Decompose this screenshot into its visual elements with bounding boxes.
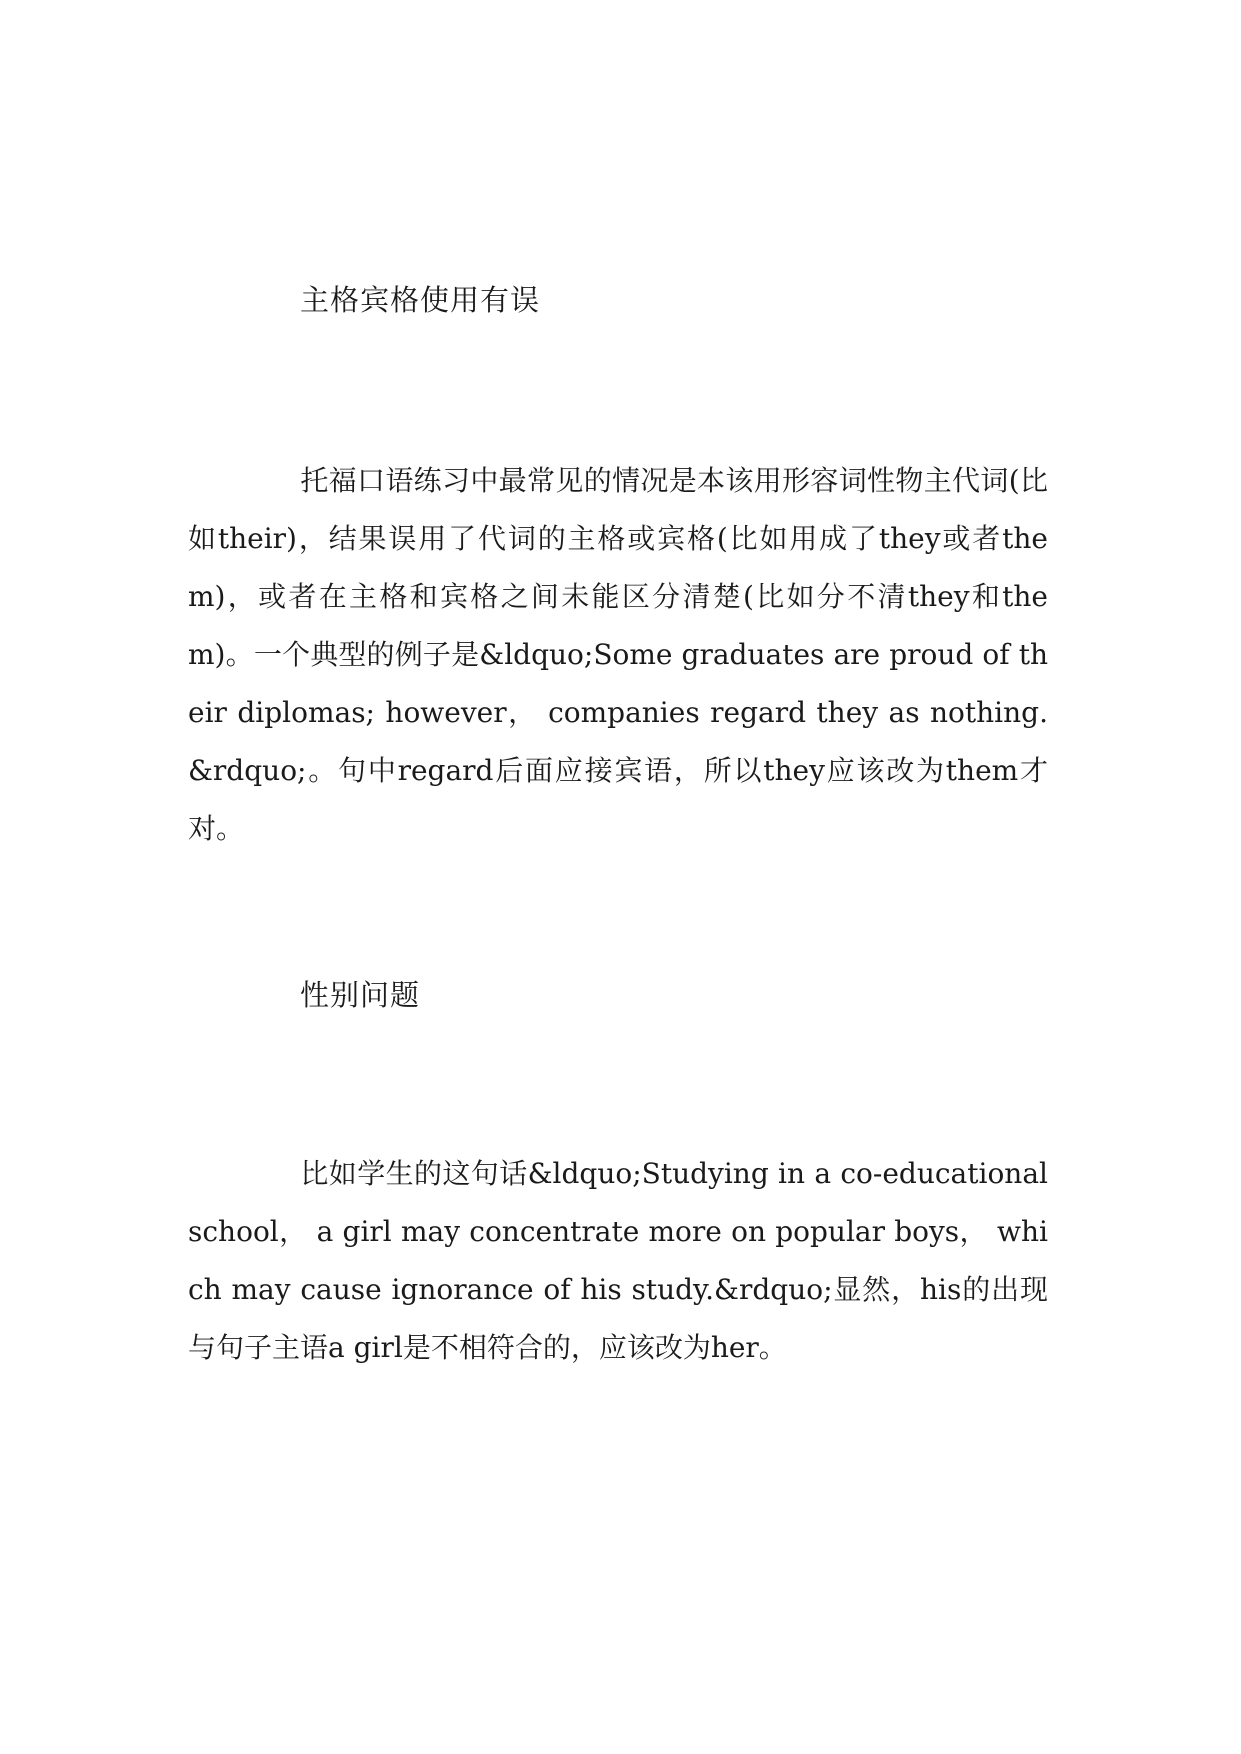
section-heading-case-errors: 主格宾格使用有误 xyxy=(300,283,541,317)
section-heading-gender-issues: 性别问题 xyxy=(300,978,421,1012)
paragraph-text: 托福口语练习中最常见的情况是本该用形容词性物主代词(比如their)，结果误用了代词的主格或宾格(比如用成了they或者them)，或者在主格和宾格之间未能区分清楚(比如分不清they和them)。一个典型的例子是&ldquo;Some graduates are proud of their diplomas; however， companies regard they as nothing.&rdquo;。句中regard后面应接宾语，所以they应该改为them才对。 xyxy=(188,464,1048,845)
paragraph-case-errors xyxy=(188,452,1048,858)
paragraph-gender-issues xyxy=(188,1145,1048,1377)
paragraph-text: 比如学生的这句话&ldquo;Studying in a co-educational school， a girl may concentrate more on popular boys， which may cause ignorance of his study.&rdquo;显然，his的出现与句子主语a girl是不相符合的，应该改为her。 xyxy=(188,1157,1048,1364)
